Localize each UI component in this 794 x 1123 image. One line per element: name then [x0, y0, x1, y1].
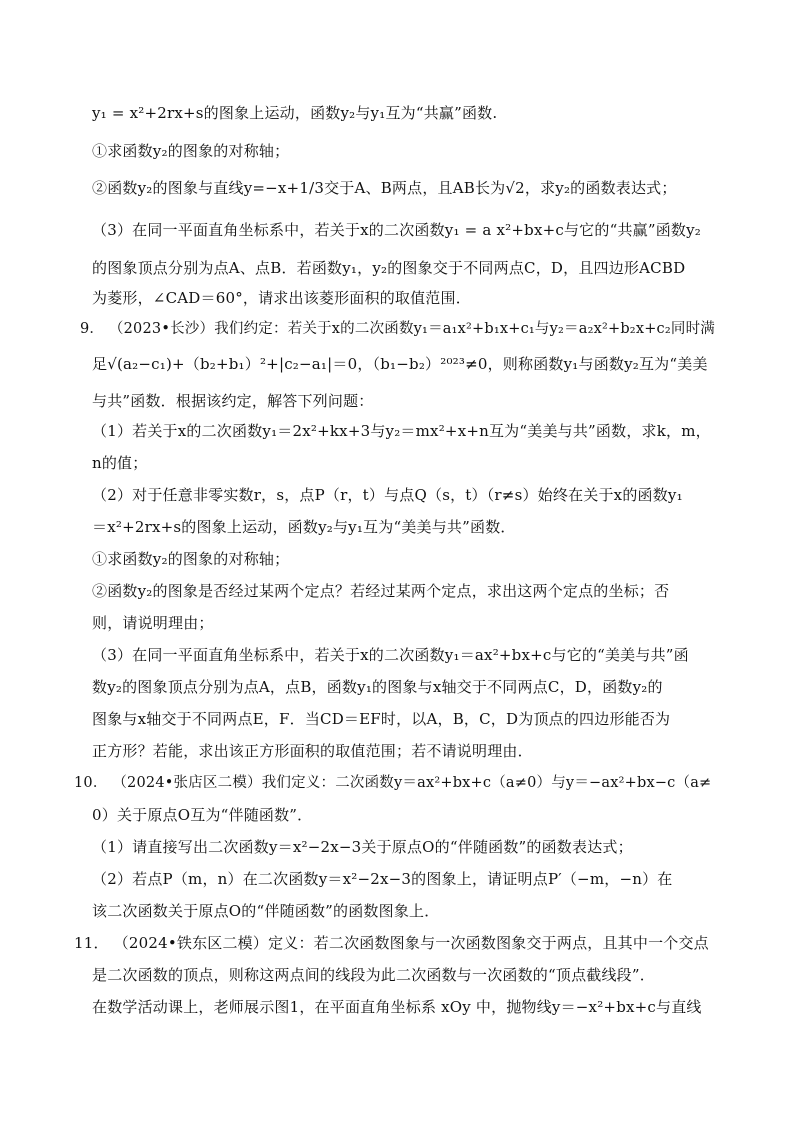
- text-line: ②函数y₂的图象是否经过某两个定点？若经过某两个定点，求出这两个定点的坐标；否: [92, 582, 670, 600]
- text-line: 数y₂的图象顶点分别为点A，点B，函数y₁的图象与x轴交于不同两点C，D，函数y₂的: [92, 678, 663, 696]
- text-line: （1）请直接写出二次函数y＝x²−2x−3关于原点O的“伴随函数”的函数表达式；: [92, 838, 633, 856]
- text-line: ①求函数y₂的图象的对称轴；: [92, 550, 290, 568]
- text-line: ①求函数y₂的图象的对称轴；: [92, 142, 290, 160]
- text-line: ＝x²+2rx+s的图象上运动，函数y₂与y₁互为“美美与共”函数．: [92, 518, 516, 536]
- text-line: 与共”函数．根据该约定，解答下列问题：: [92, 392, 374, 410]
- text-line: （3）在同一平面直角坐标系中，若关于x的二次函数y₁ = a x²+bx+c与它的“共赢”函数y₂: [92, 221, 702, 239]
- text-line: 该二次函数关于原点O的“伴随函数”的函数图象上．: [92, 902, 440, 920]
- text-line: 在数学活动课上，老师展示图1，在平面直角坐标系 xOy 中，抛物线y＝−x²+bx+c与直线: [92, 998, 702, 1016]
- text-line: 的图象顶点分别为点A、点B．若函数y₁，y₂的图象交于不同两点C，D，且四边形ACBD: [92, 259, 686, 277]
- text-line: 为菱形，∠CAD＝60°，请求出该菱形面积的取值范围．: [92, 289, 471, 307]
- question-9-heading: 9． （2023•长沙）我们约定：若关于x的二次函数y₁＝a₁x²+b₁x+c₁与y₂＝a₂x²+b₂x+c₂同时满: [80, 321, 715, 337]
- text-line: 足√(a₂−c₁)+（b₂+b₁）²+|c₂−a₁|＝0，（b₁−b₂）²⁰²³≠0，则称函数y₁与函数y₂互为“美美: [92, 355, 708, 373]
- text-line: 正方形？若能，求出该正方形面积的取值范围；若不请说明理由．: [92, 742, 533, 760]
- text-line: 则，请说明理由；: [92, 614, 214, 632]
- text-line: 是二次函数的顶点，则称这两点间的线段为此二次函数与一次函数的“顶点截线段”．: [92, 966, 655, 984]
- question-10-heading: 10． （2024•张店区二模）我们定义：二次函数y＝ax²+bx+c（a≠0）与y＝−ax²+bx−c（a≠: [74, 775, 712, 791]
- text-line: （2）对于任意非零实数r，s，点P（r，t）与点Q（s，t）（r≠s）始终在关于x的函数y₁: [92, 486, 683, 504]
- text-line: （1）若关于x的二次函数y₁＝2x²+kx+3与y₂＝mx²+x+n互为“美美与共”函数，求k，m，: [92, 422, 711, 440]
- question-11-heading: 11． （2024•铁东区二模）定义：若二次函数图象与一次函数图象交于两点，且其中一个交点: [74, 934, 709, 952]
- text-line: 0）关于原点O互为“伴随函数”．: [92, 806, 313, 824]
- text-line: （2）若点P（m，n）在二次函数y＝x²−2x−3的图象上，请证明点P′（−m，−n）在: [92, 870, 673, 888]
- text-line: n的值；: [92, 454, 148, 472]
- text-line: 图象与x轴交于不同两点E，F．当CD＝EF时，以A，B，C，D为顶点的四边形能否为: [92, 710, 671, 728]
- text-line: y₁ = x²+2rx+s的图象上运动，函数y₂与y₁互为“共赢”函数.: [92, 104, 498, 122]
- text-line: （3）在同一平面直角坐标系中，若关于x的二次函数y₁＝ax²+bx+c与它的“美美与共”函: [92, 646, 689, 664]
- text-line: ②函数y₂的图象与直线y=−x+1/3交于A、B两点，且AB长为√2，求y₂的函数表达式；: [92, 179, 677, 197]
